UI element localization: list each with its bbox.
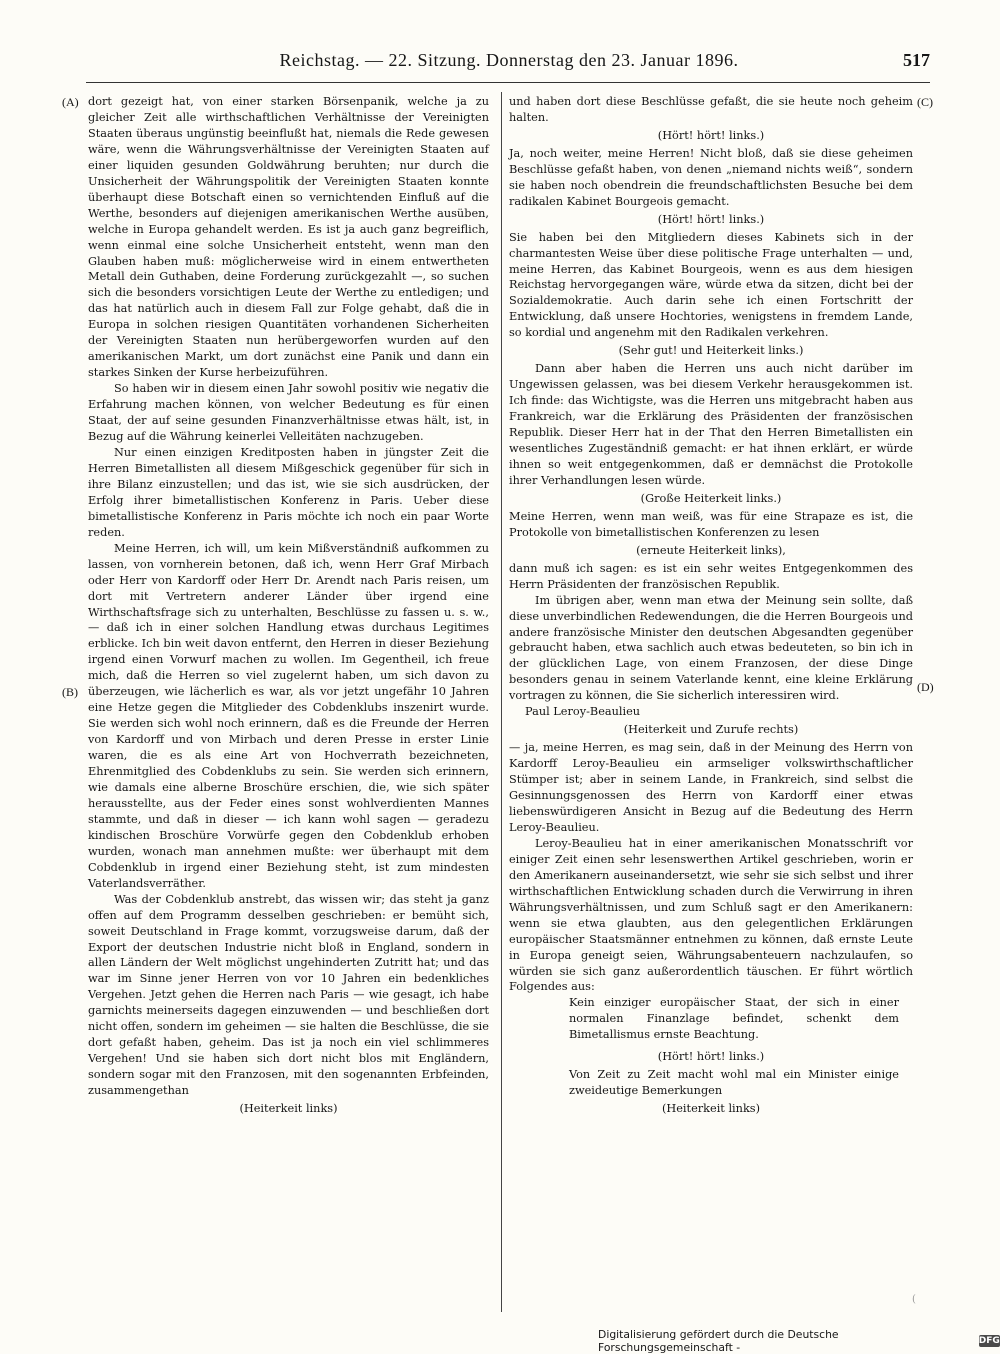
margin-mark-b: (B) (62, 685, 78, 699)
margin-mark-d: (D) (917, 680, 934, 694)
quote-text: Von Zeit zu Zeit macht wohl mal ein Minister einige zweideutige Bemerkungen (569, 1068, 899, 1098)
interjection: (Hört! hört! links.) (657, 212, 765, 226)
paragraph: — ja, meine Herren, es mag sein, daß in der Meinung des Herrn von Kardorff Leroy-Beaulieu ein armseliger volkswirthschaftlicher Stümper ist; aber in seinem Lande, in Frankreich, sind selbst die Gesinnungsgenossen des Herrn von Kardorff einer etwas liebenswürdigeren Ansicht in Bezug auf die Bedeutung des Herrn Leroy-Beaulieu. (509, 741, 913, 834)
block-quote (509, 995, 913, 1043)
interjection: (Hört! hört! links.) (657, 1050, 765, 1064)
running-title: Reichstag. — 22. Sitzung. Donnerstag den 23. Januar 1896. (279, 50, 739, 70)
paragraph: Meine Herren, ich will, um kein Mißverständniß aufkommen zu lassen, von vornherein betonen, daß ich, wenn Herr Graf Mirbach oder Herr von Kardorff oder Herr Dr. Arendt nach Paris reisen, um dort mit Vertretern anderer Länder über irgend eine Wirthschaftsfrage sich zu unterhalten, Beschlüsse zu fassen u. s. w., — daß ich in einer solchen Handlung etwas durchaus Legitimes erblicke. Ich bin weit davon entfernt, den Herren in dieser Beziehung irgend einen Vorwurf machen zu wollen. Im Gegentheil, ich freue mich, daß die Herren so viel zugelernt haben, um sich davon zu überzeugen, wie lächerlich es war, als vor jetzt ungefähr 10 Jahren eine Hetze gegen die Mitglieder des Cobdenklubs inszenirt wurde. Sie werden sich wohl noch erinnern, daß es die Freunde der Herren von Kardorff und von Mirbach und deren Presse in erster Linie waren, die es als eine Art von Hochverrath bezeichneten, Ehrenmitglied des Cobdenklubs zu sein. Sie werden sich erinnern, wie damals eine alberne Broschüre erschien, die, wie sich später herausstellte, aus der Feder eines sonst wohlverdienten Mannes stammte, und daß in dieser — ich kann wohl sagen — geradezu kindischen Broschüre Vorwürfe gegen den Cobdenklub erhoben wurden, wonach man annehmen mußte: wer überhaupt mit dem Cobdenklub in irgend einer Beziehung steht, ist zum mindesten Vaterlandsverräther. (88, 541, 489, 890)
interjection: (Heiterkeit und Zurufe rechts) (623, 723, 799, 737)
column-divider (501, 92, 502, 1312)
paragraph: und haben dort diese Beschlüsse gefaßt, die sie heute noch geheim halten. (509, 95, 913, 124)
paragraph: So haben wir in diesem einen Jahr sowohl positiv wie negativ die Erfahrung machen können, von welcher Bedeutung es für einen Staat, der auf seine gesunden Finanzverhältnisse etwas hält, ist, in Bezug auf die Währung keinerlei Velleitäten nachzugeben. (88, 382, 489, 444)
interjection: (Große Heiterkeit links.) (640, 491, 782, 505)
dfg-logo: DFG (978, 1336, 1000, 1346)
paragraph: Im übrigen aber, wenn man etwa der Meinung sein sollte, daß diese unverbindlichen Redewendungen, die die Herren Bourgeois und andere französische Minister den deutschen Abgesandten gegenüber gebraucht haben, etwa sachlich auch etwas bedeuteten, so bin ich in der glücklichen Lage, von einem Franzosen, der diese Dinge besonders genau in seinem Vaterlande kennt, eine kleine Erklärung vortragen zu können, die Sie sicherlich interessiren wird. (509, 593, 913, 703)
margin-mark-a: (A) (62, 95, 79, 109)
paragraph: Was der Cobdenklub anstrebt, das wissen wir; das steht ja ganz offen auf dem Programm desselben geschrieben: er bemüht sich, soweit Deutschland in Frage kommt, vorzugsweise darum, daß der Export der deutschen Industrie nicht bloß in England, sondern in allen Ländern der Welt möglichst ungehinderten Zutritt hat; und das war im Sinne jener Herren von vor 10 Jahren ein bedenkliches Vergehen. Jetzt gehen die Herren nach Paris — wie gesagt, ich habe garnichts meinerseits dagegen einzuwenden — und beschließen dort nicht offen, sondern im geheimen — sie halten die Beschlüsse, die sie dort gefaßt haben, geheim. Das ist ja noch ein viel schlimmeres Vergehen! Und sie haben sich dort nicht blos mit Engländern, sondern sogar mit den Franzosen, mit den sogenannten Erbfeinden, zusammengethan (88, 892, 489, 1098)
footer-text: Digitalisierung gefördert durch die Deutsche Forschungsgemeinschaft - (598, 1328, 839, 1354)
quoted-author: Paul Leroy-Beaulieu (525, 705, 641, 719)
page-header (88, 50, 930, 74)
paragraph: Sie haben bei den Mitgliedern dieses Kabinets sich in der charmantesten Weise über diese politische Frage unterhalten — und, meine Herren, das Kabinet Bourgeois, wenn es aus dem hiesigen Reichstag hervorgegangen wäre, würde etwa da sitzen, dicht bei der Sozialdemokratie. Auch darin sehe ich einen Fortschritt der Entwicklung, daß unsere Hochtories, wenigstens in fremdem Lande, so kordial und angenehm mit den Radikalen verkehren. (509, 230, 913, 340)
paragraph: Dann aber haben die Herren uns auch nicht darüber im Ungewissen gelassen, was bei diesem Verkehr herausgekommen ist. Ich finde: das Wichtigste, was die Herren uns mitgebracht haben aus Frankreich, war die Erklärung des Präsidenten der französischen Republik. Dieser Herr hat in der That den Herren Bimetallisten ein wesentliches Zugeständniß gemacht: er hat ihnen erklärt, er würde ihnen so weit entgegenkommen, daß er demnächst die Protokolle ihrer Verhandlungen lesen würde. (509, 362, 913, 487)
paragraph: Leroy-Beaulieu hat in einer amerikanischen Monatsschrift vor einiger Zeit einen sehr lesenswerthen Artikel geschrieben, worin er den Amerikanern auseinandersetzt, wie sehr sie sich selbst und ihrer wirthschaftlichen Entwicklung schaden durch die Verwirrung in ihren Währungsverhältnissen, und zum Schluß sagt er den Amerikanern: wenn sie etwa glaubten, aus den gelegentlichen Erklärungen europäischer Staatsmänner entnehmen zu können, daß ernste Leute in Europa geneigt seien, Währungsabenteuern nachzulaufen, so würden sie sich ganz außerordentlich täuschen. Er führt wörtlich Folgendes aus: (509, 836, 913, 994)
interjection: (Sehr gut! und Heiterkeit links.) (618, 344, 804, 358)
paragraph: dann muß ich sagen: es ist ein sehr weites Entgegenkommen des Herrn Präsidenten der französischen Republik. (509, 561, 913, 591)
page-number: 517 (903, 50, 930, 70)
quote-text: Kein einziger europäischer Staat, der sich in einer normalen Finanzlage befindet, schenkt dem Bimetallismus ernste Beachtung. (569, 996, 899, 1042)
margin-mark-c: (C) (917, 95, 933, 109)
paragraph: Meine Herren, wenn man weiß, was für eine Strapaze es ist, die Protokolle von bimetallistischen Konferenzen zu lesen (509, 509, 913, 539)
paragraph: Ja, noch weiter, meine Herren! Nicht bloß, daß sie diese geheimen Beschlüsse gefaßt haben, von denen „niemand nichts weiß“, sondern sie haben noch obendrein die freundschaftlichsten Besuche bei dem radikalen Kabinet Bourgeois gemacht. (509, 146, 913, 208)
left-column (88, 94, 489, 1119)
interjection: (Hört! hört! links.) (657, 128, 765, 142)
interjection: (Heiterkeit links) (239, 1102, 338, 1116)
interjection: (erneute Heiterkeit links), (636, 543, 786, 557)
right-column (509, 94, 913, 1119)
margin-fragment: ( (912, 1294, 916, 1305)
block-quote (509, 1067, 913, 1099)
paragraph: dort gezeigt hat, von einer starken Börsenpanik, welche ja zu gleicher Zeit alle wirthschaftlichen Verhältnisse der Vereinigten Staaten überaus ungünstig beeinflußt hat, niemals die Rede gewesen wäre, wenn die Währungsverhältnisse der Vereinigten Staaten auf einer liquiden gesunden Goldwährung beruhten; nur durch die Unsicherheit der Währungspolitik der Vereinigten Staaten konnte überhaupt diese Botschaft einen so vernichtenden Einfluß auf die Werthe, besonders auf diejenigen amerikanischen Werthe ausüben, welche in Europa gehandelt werden. Es ist ja auch ganz begreiflich, wenn einmal eine solche Unsicherheit entsteht, wenn man den Glauben haben muß: möglicherweise wird in einem entwertheten Metall dein Guthaben, deine Forderung zurückgezahlt —, so suchen sich die besonders vorsichtigen Leute der Werthe zu entledigen; und das hat natürlich auch in diesem Fall zur Folge gehabt, daß die in Europa in solchen riesigen Quantitäten vorhandenen Sicherheiten der Vereinigten Staaten nun herübergeworfen wurden auf den amerikanischen Markt, um dort zunächst eine Panik und dann ein starkes Sinken der Kurse herbeizuführen. (88, 95, 489, 380)
digitization-footer (598, 1328, 1000, 1354)
header-rule (86, 82, 930, 83)
paragraph: Nur einen einzigen Kreditposten haben in jüngster Zeit die Herren Bimetallisten all diesem Mißgeschick gegenüber für sich in ihre Bilanz einzustellen; und das ist, wie sie sich ausdrücken, der Erfolg ihrer bimetallistischen Konferenz in Paris. Ueber diese bimetallistische Konferenz in Paris möchte ich noch ein paar Worte reden. (88, 445, 489, 539)
interjection: (Heiterkeit links) (661, 1102, 760, 1116)
